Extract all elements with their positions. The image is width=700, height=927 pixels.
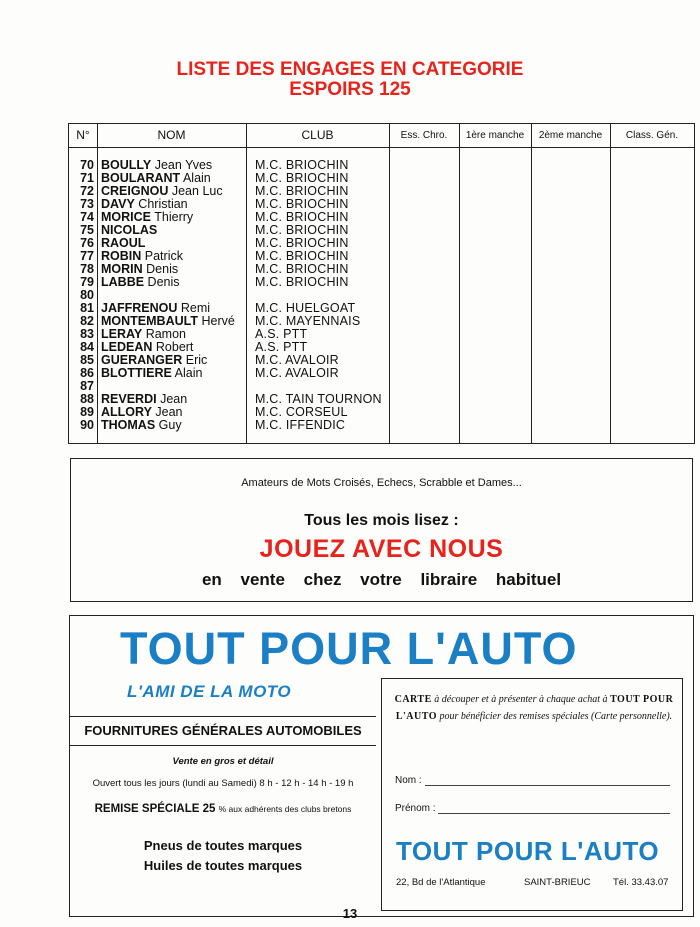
header-nom: NOM: [157, 128, 186, 142]
ad-auto-fournitures: FOURNITURES GÉNÉRALES AUTOMOBILES: [70, 716, 376, 746]
ad-auto-products: [70, 836, 376, 876]
entry-number: 79: [80, 275, 94, 289]
entry-last-name: REVERDI: [101, 392, 157, 406]
entry-number: 88: [80, 392, 94, 406]
entry-last-name: DAVY: [101, 197, 135, 211]
entry-last-name: RAOUL: [101, 236, 146, 250]
entry-number: 89: [80, 405, 94, 419]
remise-detail: % aux adhérents des clubs bretons: [218, 804, 352, 814]
entry-club: M.C. BRIOCHIN: [255, 210, 349, 224]
entry-first-name: Hervé: [201, 314, 235, 328]
entry-number: 78: [80, 262, 94, 276]
card-instructions: [394, 691, 674, 725]
entry-first-name: Remi: [180, 301, 211, 315]
header-club: CLUB: [301, 128, 334, 142]
entry-club: M.C. BRIOCHIN: [255, 236, 349, 250]
entry-number: 77: [80, 249, 94, 263]
entry-number: 85: [80, 353, 94, 367]
entry-last-name: LABBE: [101, 275, 145, 289]
entry-first-name: Eric: [185, 353, 208, 367]
entry-number: 82: [80, 314, 94, 328]
entry-number: 90: [80, 418, 94, 432]
entry-last-name: LEDEAN: [101, 340, 153, 354]
list-title-line2: ESPOIRS 125: [289, 79, 411, 100]
entry-number: 87: [80, 379, 94, 393]
entry-last-name: JAFFRENOU: [101, 301, 178, 315]
card-title: TOUT POUR L'AUTO: [396, 836, 660, 866]
card-word: CARTE: [394, 694, 432, 705]
ad-auto-remise: [70, 803, 376, 815]
entry-name: [101, 419, 182, 432]
entry-last-name: CREIGNOU: [101, 184, 169, 198]
ad-jeux-vente: en vente chez votre libraire habituel: [201, 570, 562, 589]
entry-club: M.C. BRIOCHIN: [255, 262, 349, 276]
ad-auto-pneus: Pneus de toutes marques: [143, 838, 303, 853]
table-row: [69, 224, 694, 237]
entry-number: 84: [80, 340, 94, 354]
entry-club: M.C. AVALOIR: [255, 366, 339, 380]
table-row: [69, 367, 694, 380]
entry-club: M.C. HUELGOAT: [255, 301, 356, 315]
entry-first-name: Jean: [155, 405, 183, 419]
ad-auto-huiles: Huiles de toutes marques: [143, 858, 303, 873]
table-row: [69, 276, 694, 289]
entry-club: A.S. PTT: [255, 327, 308, 341]
header-manche-2: 2ème manche: [538, 130, 603, 141]
entry-last-name: BOULARANT: [101, 171, 181, 185]
entry-club: M.C. BRIOCHIN: [255, 275, 349, 289]
entry-first-name: Denis: [147, 275, 180, 289]
entry-first-name: Alain: [182, 171, 211, 185]
entry-club: M.C. BRIOCHIN: [255, 249, 349, 263]
entry-first-name: Guy: [158, 418, 182, 432]
table-header: [69, 124, 694, 148]
remise-label: REMISE SPÉCIALE 25: [94, 803, 216, 815]
entry-first-name: Denis: [146, 262, 179, 276]
ad-tout-pour-auto: [69, 615, 694, 917]
entry-club: M.C. BRIOCHIN: [255, 158, 349, 172]
entry-last-name: GUERANGER: [101, 353, 183, 367]
ad-auto-vente: Vente en gros et détail: [172, 756, 274, 767]
entry-number: 76: [80, 236, 94, 250]
card-prenom-line: [438, 813, 670, 814]
entry-number: 81: [80, 301, 94, 315]
card-city: SAINT-BRIEUC: [524, 877, 591, 888]
table-row: [69, 419, 694, 432]
list-title-line1: LISTE DES ENGAGES EN CATEGORIE: [176, 59, 524, 80]
ad-auto-hours: Ouvert tous les jours (lundi au Samedi) 8 h - 12 h - 14 h - 19 h: [92, 778, 354, 789]
entry-number: 74: [80, 210, 94, 224]
entry-last-name: ROBIN: [101, 249, 142, 263]
entry-last-name: BOULLY: [101, 158, 152, 172]
entry-first-name: Thierry: [154, 210, 194, 224]
entry-name: [101, 367, 202, 380]
entry-first-name: Christian: [138, 197, 188, 211]
entry-first-name: Jean: [160, 392, 188, 406]
card-text1: à découper et à présenter à chaque achat à: [434, 694, 608, 705]
ad-auto-subtitle: L'AMI DE LA MOTO: [127, 682, 292, 701]
entry-club: M.C. AVALOIR: [255, 353, 339, 367]
entry-last-name: BLOTTIERE: [101, 366, 172, 380]
card-tel: Tél. 33.43.07: [613, 877, 669, 888]
ad-jeux-intro: Amateurs de Mots Croisés, Echecs, Scrabble et Dames...: [241, 477, 522, 489]
ad-jeux-lisez: Tous les mois lisez :: [304, 512, 459, 529]
table-row: [69, 211, 694, 224]
entry-last-name: LERAY: [101, 327, 143, 341]
card-nom-line: [425, 785, 670, 786]
entry-number: 75: [80, 223, 94, 237]
header-num: N°: [76, 128, 90, 142]
entry-first-name: Patrick: [144, 249, 183, 263]
ad-jeux-title: JOUEZ AVEC NOUS: [259, 535, 504, 563]
ad-auto-title: TOUT POUR L'AUTO: [120, 623, 578, 674]
entry-club: M.C. MAYENNAIS: [255, 314, 361, 328]
entry-number: 73: [80, 197, 94, 211]
header-manche-1: 1ère manche: [465, 130, 525, 141]
header-class-gen: Class. Gén.: [625, 130, 679, 141]
entry-last-name: MORIN: [101, 262, 143, 276]
entry-last-name: MORICE: [101, 210, 151, 224]
entry-last-name: MONTEMBAULT: [101, 314, 198, 328]
loyalty-card: [381, 678, 683, 911]
entry-name: [101, 276, 180, 289]
entry-club: M.C. BRIOCHIN: [255, 171, 349, 185]
entry-last-name: NICOLAS: [101, 223, 158, 237]
entry-club: M.C. TAIN TOURNON: [255, 392, 382, 406]
entry-number: 71: [80, 171, 94, 185]
entry-club: M.C. BRIOCHIN: [255, 197, 349, 211]
entry-last-name: THOMAS: [101, 418, 156, 432]
entry-first-name: Alain: [174, 366, 203, 380]
header-ess-chro: Ess. Chro.: [400, 130, 448, 141]
entry-club: M.C. IFFENDIC: [255, 418, 346, 432]
entry-last-name: ALLORY: [101, 405, 152, 419]
entry-number: 72: [80, 184, 94, 198]
entry-first-name: Ramon: [145, 327, 186, 341]
entry-number: 80: [80, 288, 94, 302]
entry-club: M.C. BRIOCHIN: [255, 223, 349, 237]
card-shop: TOUT POUR L'AUTO: [395, 694, 674, 722]
entry-club: M.C. BRIOCHIN: [255, 184, 349, 198]
table-body: [69, 159, 694, 432]
page-number: 13: [342, 906, 358, 921]
entry-first-name: Jean Yves: [154, 158, 213, 172]
card-nom-field: [395, 775, 422, 786]
entry-number: 83: [80, 327, 94, 341]
card-address: 22, Bd de l'Atlantique: [396, 877, 486, 888]
card-prenom-label: Prénom :: [395, 803, 436, 814]
entry-club: A.S. PTT: [255, 340, 308, 354]
card-prenom-field: [395, 803, 436, 814]
entry-club: M.C. CORSEUL: [255, 405, 348, 419]
entry-number: 70: [80, 158, 94, 172]
entries-table: [68, 123, 695, 444]
card-text2: pour bénéficier des remises spéciales (Carte personnelle).: [439, 711, 673, 722]
entry-first-name: Jean Luc: [171, 184, 223, 198]
entry-number: 86: [80, 366, 94, 380]
entry-first-name: Robert: [155, 340, 194, 354]
card-nom-label: Nom :: [395, 775, 422, 786]
ad-jouez-avec-nous: [70, 458, 693, 602]
